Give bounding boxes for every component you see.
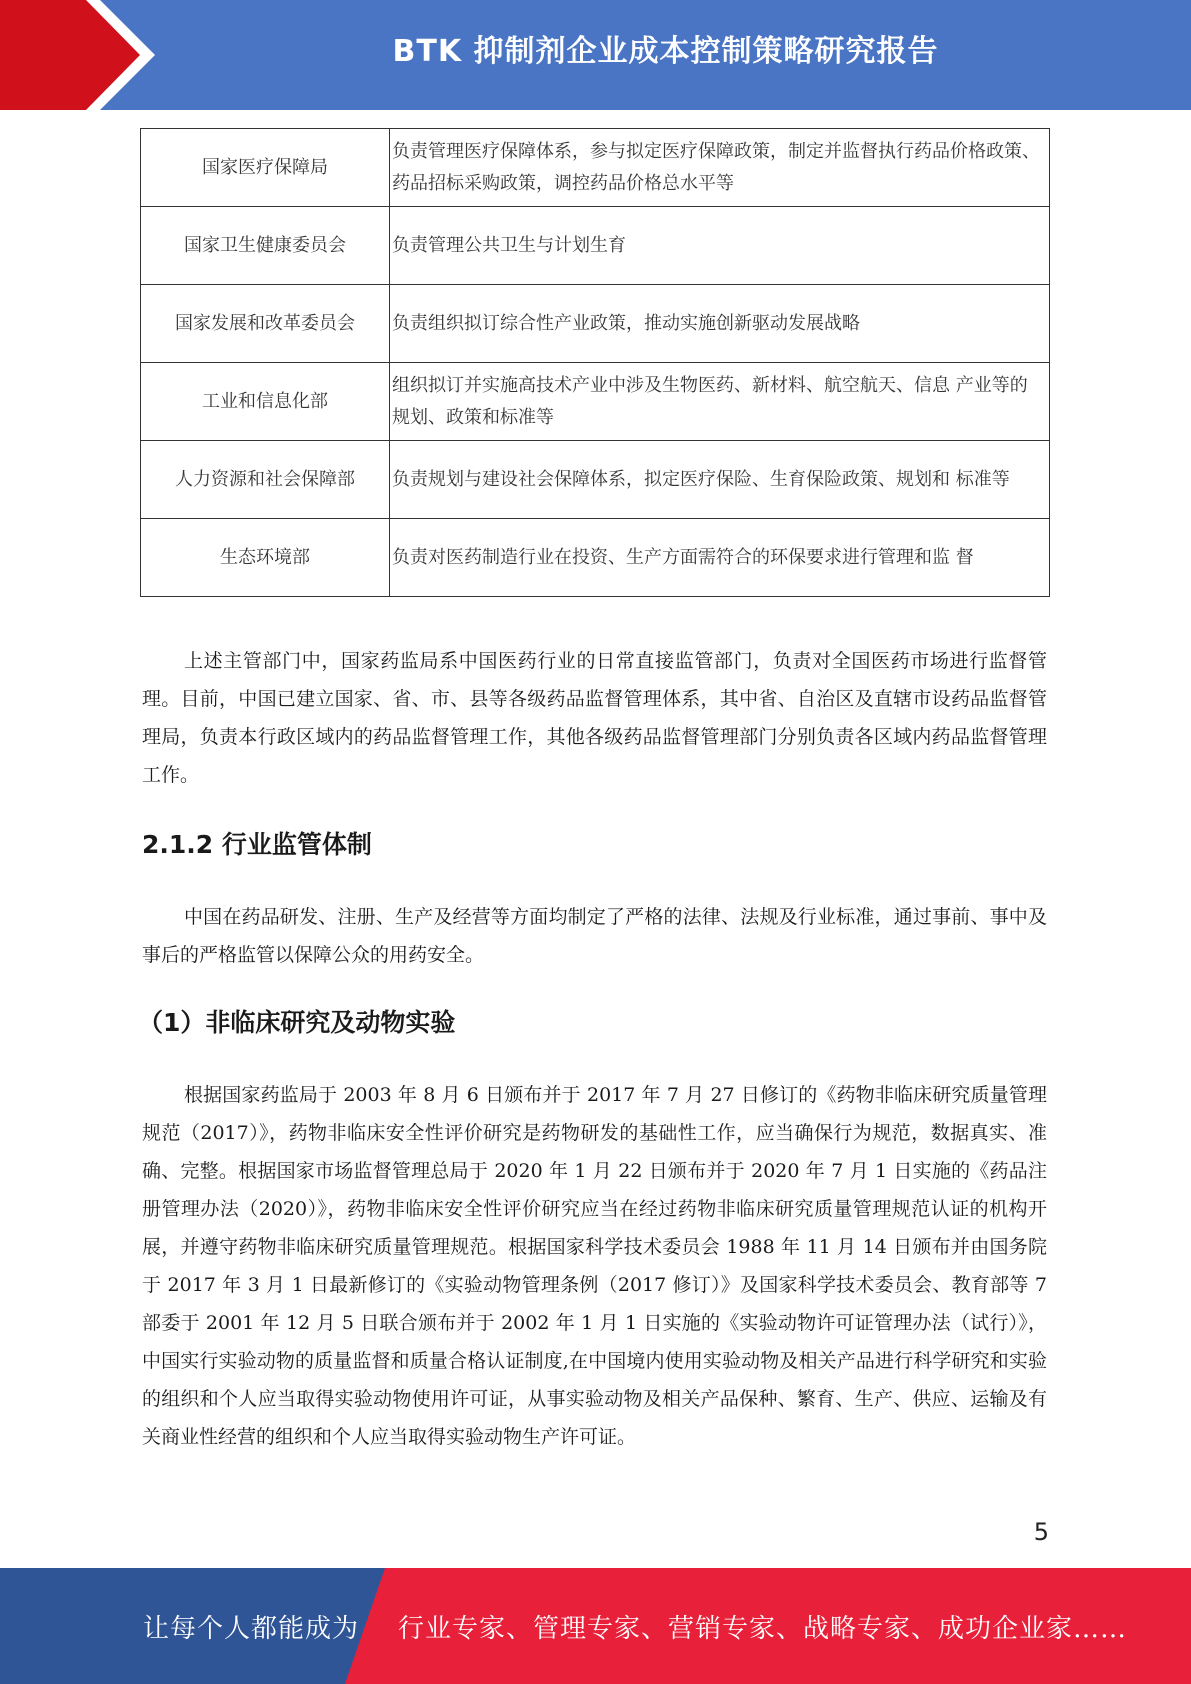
department-duty-cell: 负责组织拟订综合性产业政策，推动实施创新驱动发展战略: [390, 285, 1050, 363]
department-name-cell: 人力资源和社会保障部: [141, 441, 390, 519]
page-footer: [0, 1568, 1191, 1684]
chevron-arrow-icon: [0, 0, 160, 110]
department-name-cell: 工业和信息化部: [141, 363, 390, 441]
table-row: [141, 207, 1050, 285]
paragraph-3: 根据国家药监局于 2003 年 8 月 6 日颁布并于 2017 年 7 月 27 日修订的《药物非临床研究质量管理规范（2017）》，药物非临床安全性评价研究是药物研发的基础性工作，应当确保行为规范，数据真实、准确、完整。根据国家市场监督管理总局于 2020 年 1 月 22 日颁布并于 2020 年 7 月 1 日实施的《药品注册管理办法（2020）》，药物非临床安全性评价研究应当在经过药物非临床研究质量管理规范认证的机构开展，并遵守药物非临床研究质量管理规范。根据国家科学技术委员会 1988 年 11 月 14 日颁布并由国务院于 2017 年 3 月 1 日最新修订的《实验动物管理条例（2017 修订）》及国家科学技术委员会、教育部等 7 部委于 2001 年 12 月 5 日联合颁布并于 2002 年 1 月 1 日实施的《实验动物许可证管理办法（试行）》，中国实行实验动物的质量监督和质量合格认证制度,在中国境内使用实验动物及相关产品进行科学研究和实验的组织和个人应当取得实验动物使用许可证，从事实验动物及相关产品保种、繁育、生产、供应、运输及有关商业性经营的组织和个人应当取得实验动物生产许可证。: [142, 1084, 1047, 1448]
page-header: [0, 0, 1191, 110]
table-row: [141, 129, 1050, 207]
department-name-cell: 国家发展和改革委员会: [141, 285, 390, 363]
department-name-cell: 国家卫生健康委员会: [141, 207, 390, 285]
department-duty-cell: 负责对医药制造行业在投资、生产方面需符合的环保要求进行管理和监 督: [390, 519, 1050, 597]
table-row: [141, 363, 1050, 441]
department-duty-cell: 组织拟订并实施高技术产业中涉及生物医药、新材料、航空航天、信息 产业等的规划、政策和标准等: [390, 363, 1050, 441]
footer-slogan-left: 让每个人都能成为: [143, 1614, 360, 1644]
report-title: BTK 抑制剂企业成本控制策略研究报告: [392, 34, 939, 69]
department-name-cell: 生态环境部: [141, 519, 390, 597]
table-row: [141, 285, 1050, 363]
paragraph-1: 上述主管部门中，国家药监局系中国医药行业的日常直接监管部门，负责对全国医药市场进行监督管理。目前，中国已建立国家、省、市、县等各级药品监督管理体系，其中省、自治区及直辖市设药品监督管理局，负责本行政区域内的药品监督管理工作，其他各级药品监督管理部门分别负责各区域内药品监督管理工作。: [142, 650, 1047, 786]
subsection-heading: （1）非临床研究及动物实验: [138, 1008, 456, 1037]
department-duty-cell: 负责规划与建设社会保障体系，拟定医疗保险、生育保险政策、规划和 标准等: [390, 441, 1050, 519]
footer-slogan-right: 行业专家、管理专家、营销专家、战略专家、成功企业家……: [398, 1614, 1128, 1644]
department-name-cell: 国家医疗保障局: [141, 129, 390, 207]
paragraph-2: 中国在药品研发、注册、生产及经营等方面均制定了严格的法律、法规及行业标准，通过事前、事中及事后的严格监管以保障公众的用药安全。: [142, 906, 1047, 966]
section-heading: 2.1.2 行业监管体制: [142, 830, 372, 859]
department-duty-cell: 负责管理公共卫生与计划生育: [390, 207, 1050, 285]
table-row: [141, 519, 1050, 597]
page-number: 5: [1033, 1518, 1049, 1546]
department-duty-cell: 负责管理医疗保障体系，参与拟定医疗保障政策，制定并监督执行药品价格政策、药品招标采购政策，调控药品价格总水平等: [390, 129, 1050, 207]
table-row: [141, 441, 1050, 519]
department-table: [140, 128, 1050, 597]
